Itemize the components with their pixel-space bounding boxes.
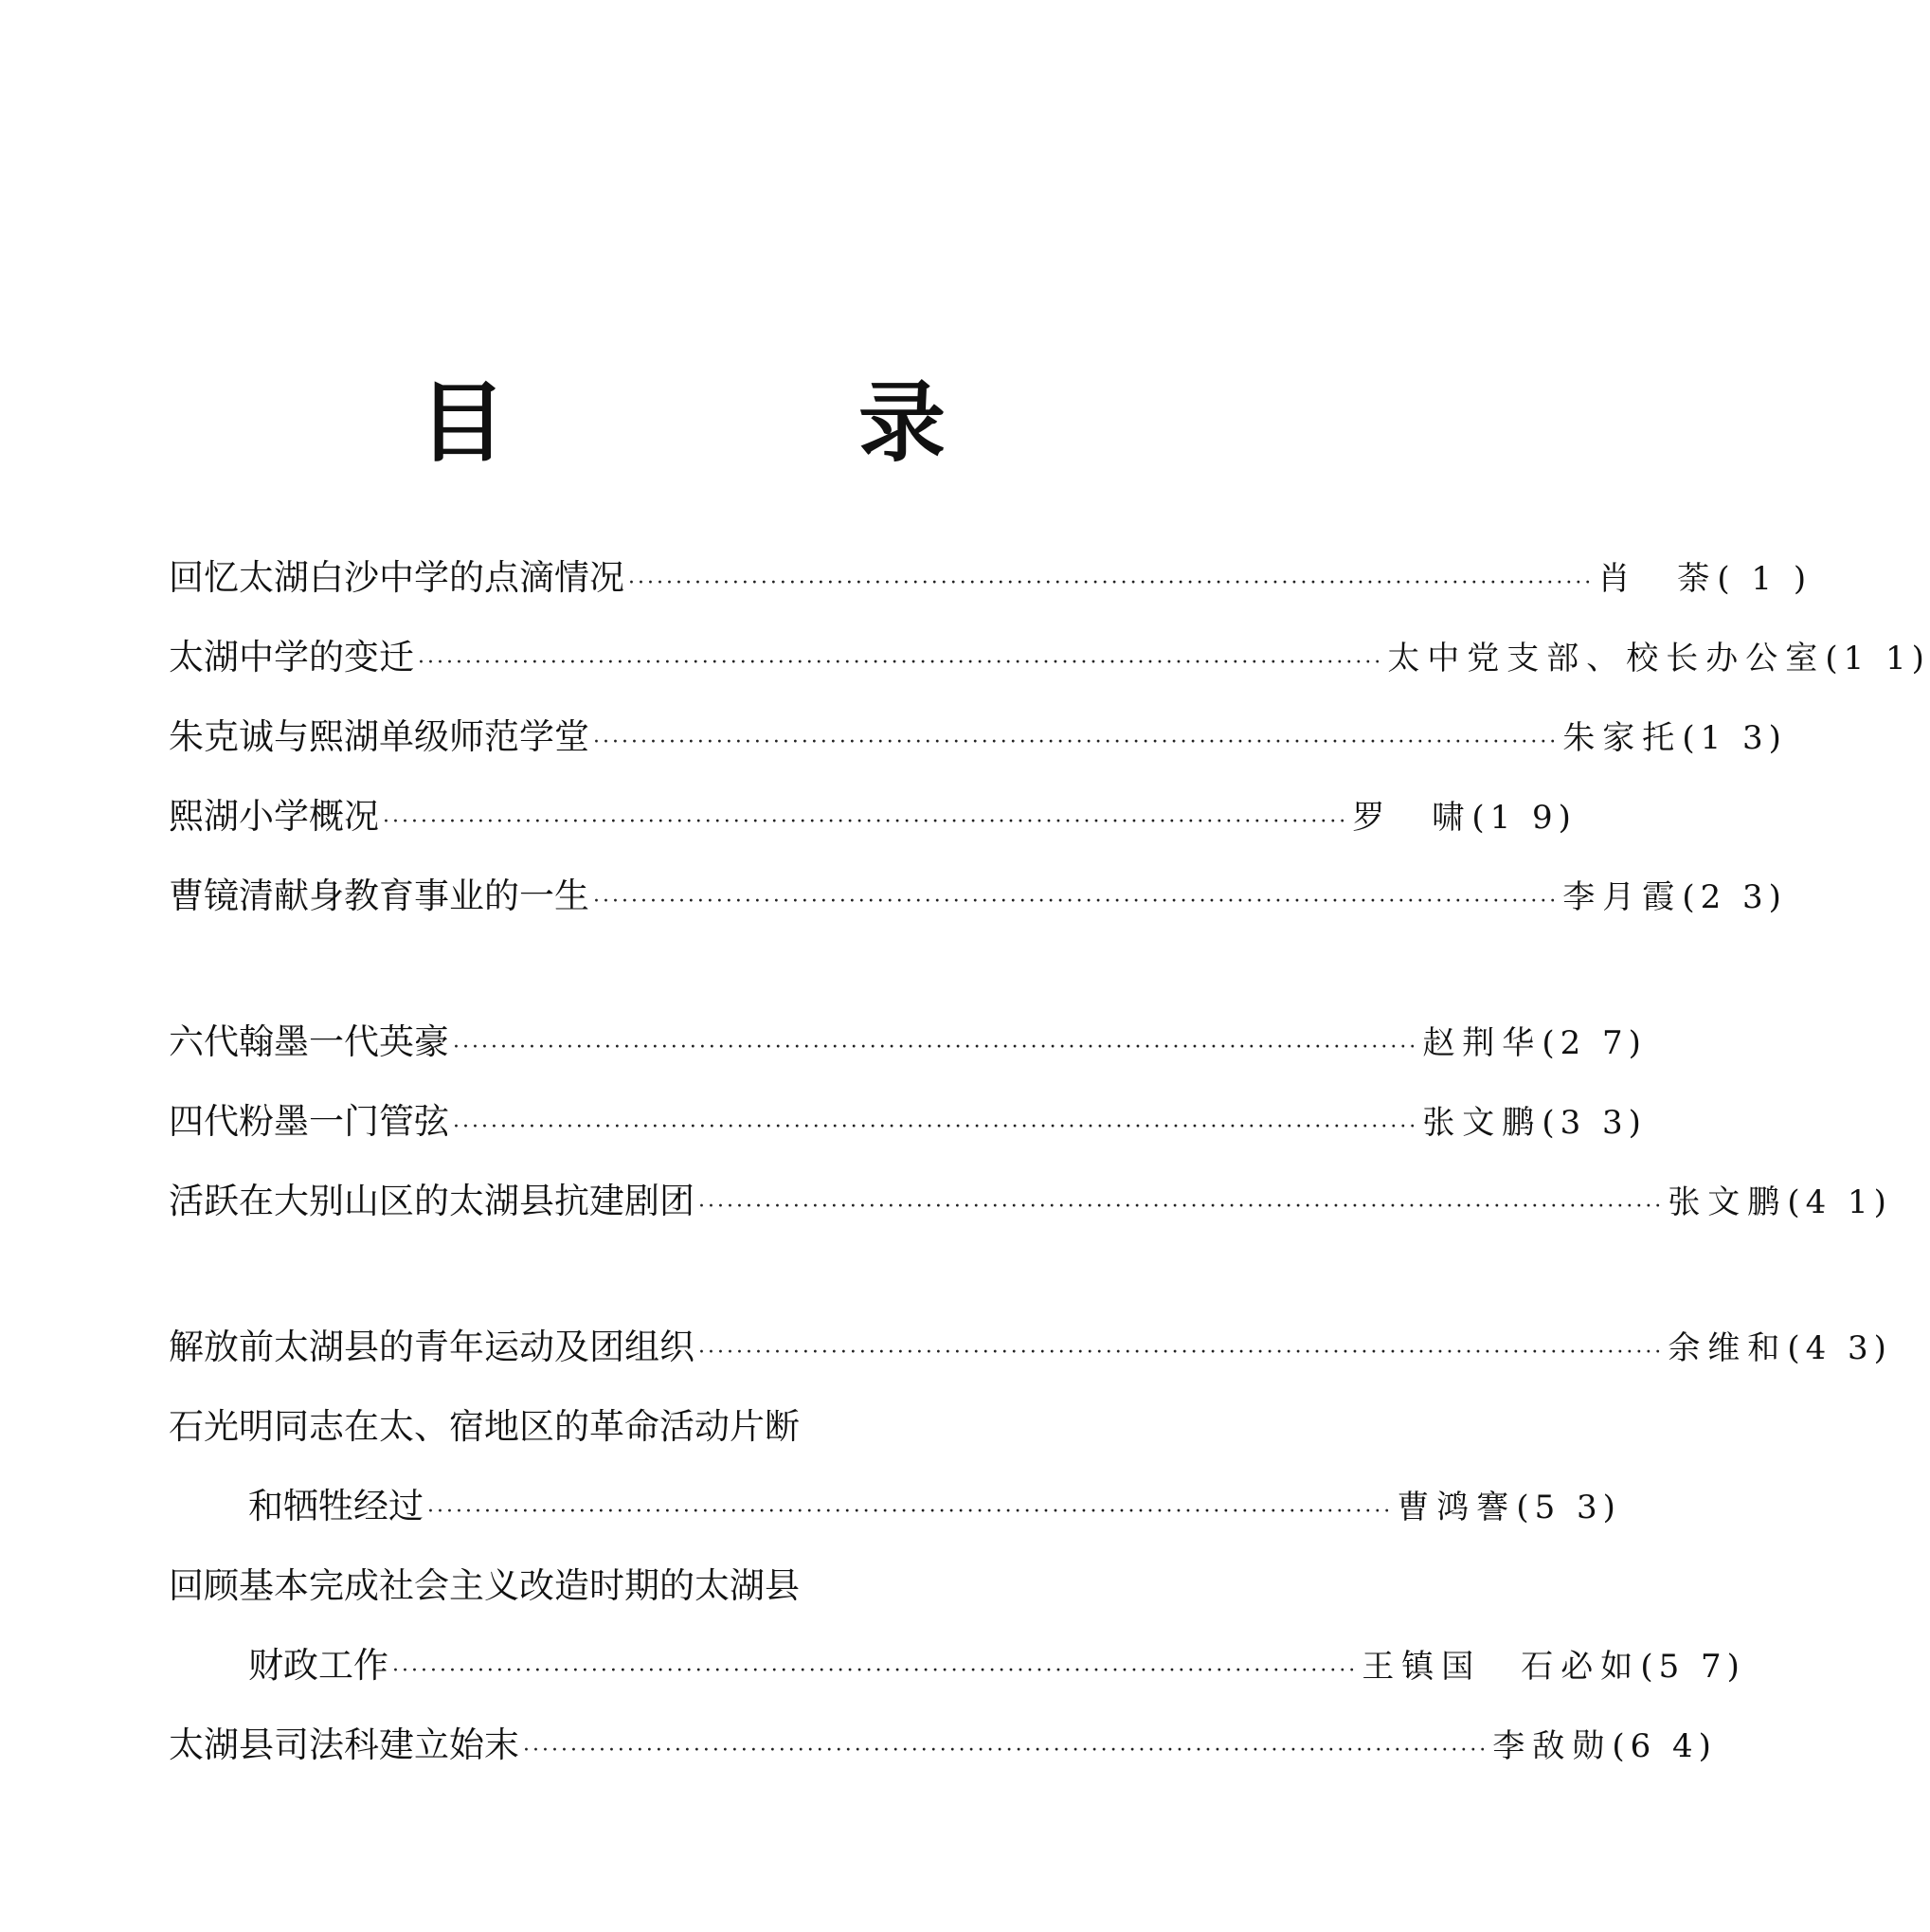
toc-entry[interactable] (169, 709, 1787, 766)
entry-page: (3 3) (1542, 1104, 1647, 1142)
leader-dots: ······································································································ (698, 1195, 1665, 1219)
toc-entry[interactable] (169, 629, 1930, 686)
entry-author: 罗 啸 (1352, 799, 1472, 837)
leader-dots: ······································································································ (628, 571, 1595, 595)
entry-page: (4 3) (1787, 1329, 1892, 1367)
toc-entry[interactable] (169, 1014, 1647, 1071)
entry-author: 曹鸿謇 (1397, 1489, 1517, 1526)
entry-title: 朱克诚与熙湖单级师范学堂 (169, 716, 589, 757)
toc-entry[interactable] (169, 868, 1787, 925)
entry-author: 张文鹏 (1668, 1183, 1788, 1221)
entry-page: (4 1) (1787, 1183, 1892, 1221)
leader-dots: ······································································································ (453, 1036, 1419, 1059)
entry-title: 活跃在大别山区的太湖县抗建剧团 (169, 1181, 694, 1221)
page-title: 目 录 (418, 372, 1078, 474)
entry-author: 李月霞 (1562, 878, 1683, 916)
toc-entry[interactable] (169, 1173, 1892, 1230)
toc-entry[interactable] (169, 1093, 1647, 1150)
leader-dots: ······································································································ (523, 1739, 1489, 1762)
entry-author: 余维和 (1668, 1329, 1788, 1367)
entry-author: 赵荆华 (1422, 1024, 1542, 1062)
entry-page: (5 7) (1640, 1648, 1745, 1686)
entry-page: ( 1 ) (1717, 560, 1813, 598)
entry-page: (2 7) (1542, 1024, 1647, 1062)
entry-page: (6 4) (1612, 1727, 1717, 1765)
leader-dots: ······································································································ (427, 1500, 1394, 1524)
toc-entry[interactable] (169, 1319, 1892, 1376)
leader-dots: ······································································································ (453, 1115, 1419, 1139)
entry-page: (1 3) (1682, 719, 1787, 757)
leader-dots: ······································································································ (593, 731, 1560, 754)
toc-entry[interactable] (248, 1478, 1621, 1535)
entry-author: 太中党支部、校长办公室 (1387, 640, 1826, 677)
entry-title-continuation: 财政工作 (248, 1645, 388, 1686)
entry-page: (1 1) (1825, 640, 1930, 677)
entry-title[interactable]: 回顾基本完成社会主义改造时期的太湖县 (169, 1565, 800, 1606)
leader-dots: ······································································································ (418, 651, 1384, 675)
entry-title: 太湖县司法科建立始末 (169, 1724, 519, 1765)
entry-title: 四代粉墨一门管弦 (169, 1101, 449, 1142)
entry-author: 朱家托 (1562, 719, 1683, 757)
entry-title: 回忆太湖白沙中学的点滴情况 (169, 557, 624, 598)
toc-entry[interactable] (169, 788, 1577, 845)
toc-entry[interactable] (169, 1717, 1717, 1774)
entry-title[interactable]: 石光明同志在太、宿地区的革命活动片断 (169, 1406, 800, 1447)
entry-author: 张文鹏 (1422, 1104, 1542, 1142)
toc-entry[interactable] (248, 1637, 1745, 1694)
entry-title: 解放前太湖县的青年运动及团组织 (169, 1327, 694, 1367)
entry-title: 太湖中学的变迁 (169, 637, 414, 677)
toc-entry[interactable] (169, 550, 1813, 606)
leader-dots: ······································································································ (593, 890, 1560, 913)
entry-page: (1 9) (1471, 799, 1577, 837)
entry-title: 六代翰墨一代英豪 (169, 1021, 449, 1062)
entry-author: 肖 荼 (1597, 560, 1718, 598)
entry-page: (2 3) (1682, 878, 1787, 916)
leader-dots: ······································································································ (698, 1341, 1665, 1364)
entry-title: 熙湖小学概况 (169, 796, 379, 837)
entry-title-continuation: 和牺牲经过 (248, 1486, 424, 1526)
entry-author: 李敌勋 (1492, 1727, 1613, 1765)
entry-page: (5 3) (1516, 1489, 1621, 1526)
leader-dots: ······································································································ (383, 810, 1349, 834)
leader-dots: ······································································································ (392, 1659, 1359, 1683)
entry-title: 曹镜清献身教育事业的一生 (169, 876, 589, 916)
entry-author: 王镇国 石必如 (1362, 1648, 1641, 1686)
